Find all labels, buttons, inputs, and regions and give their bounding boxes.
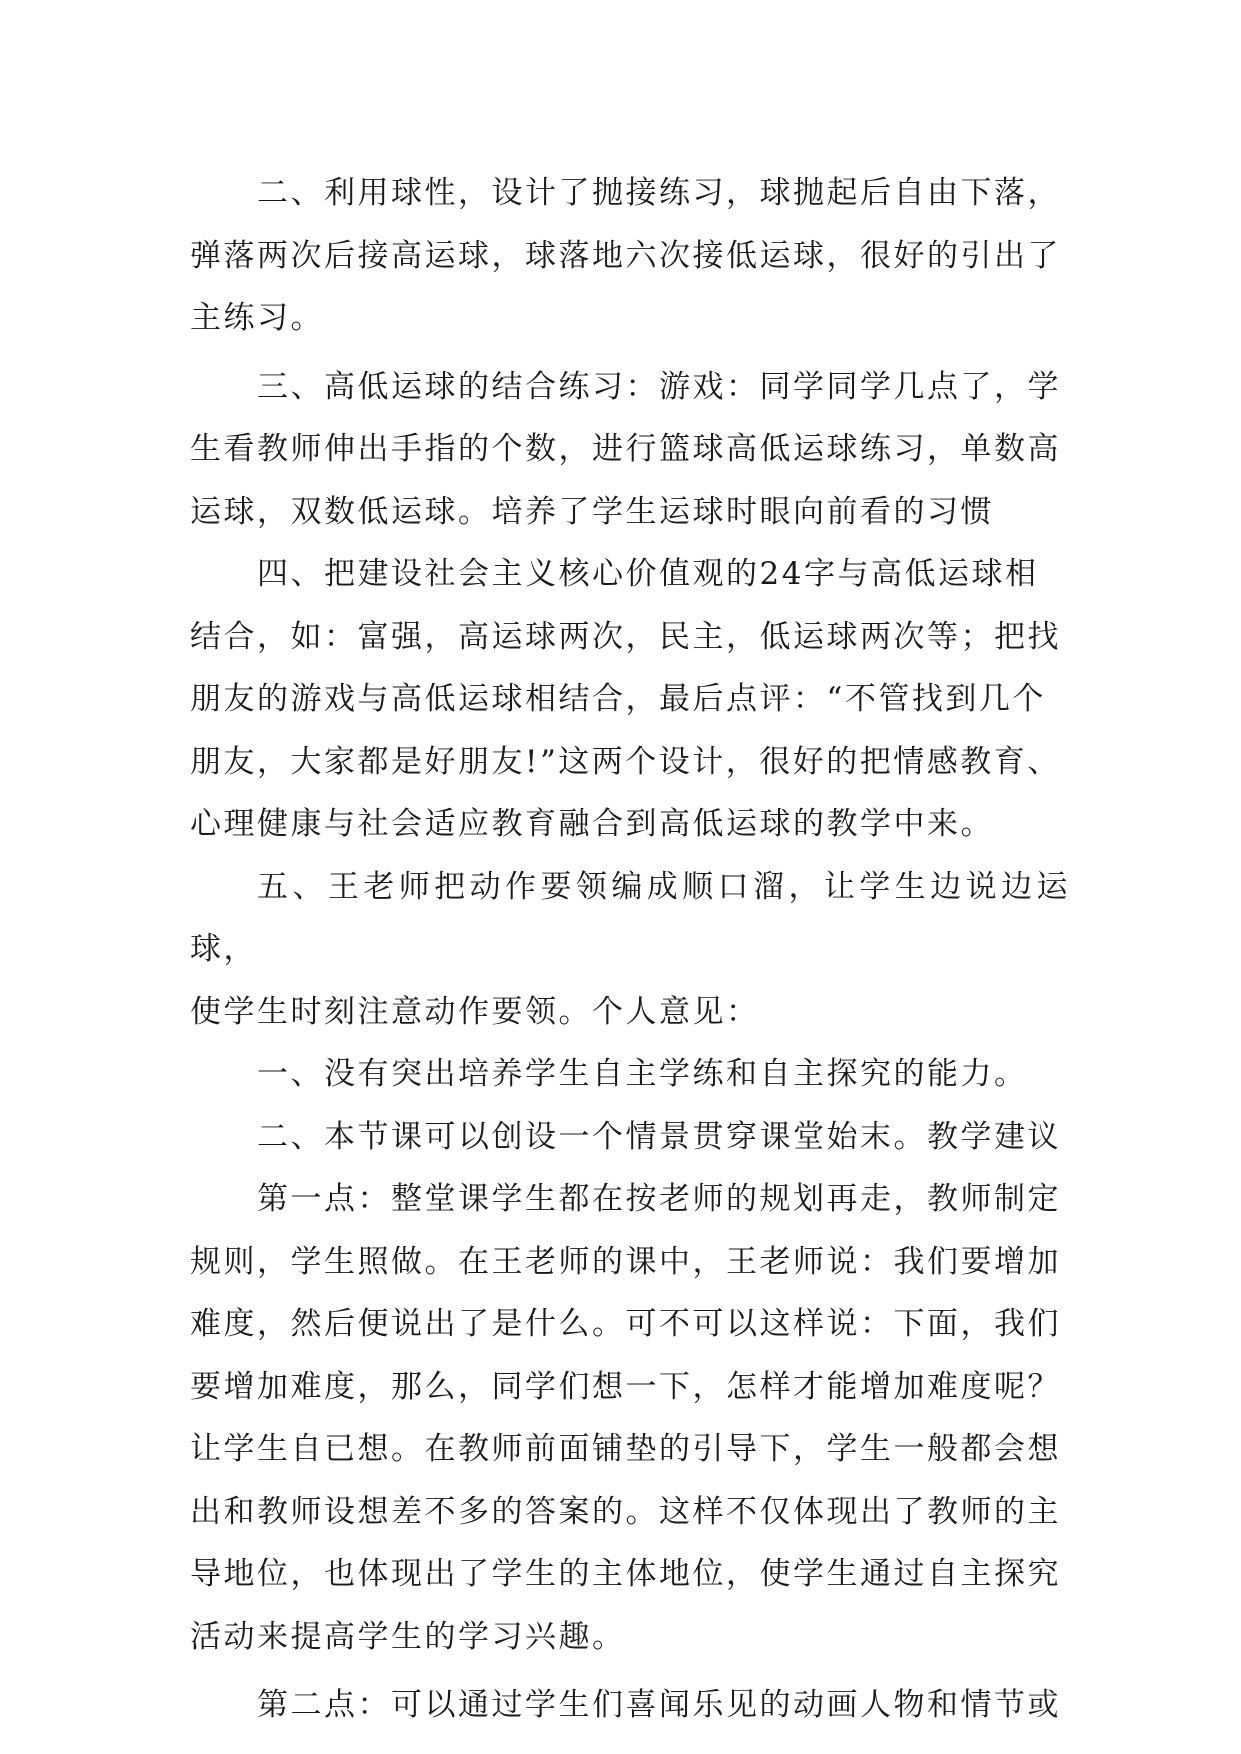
line: 一、没有突出培养学生自主学练和自主探究的能力。 (257, 1056, 1028, 1092)
line: 朋友的游戏与高低运球相结合，最后点评：“不管找到几个 (190, 681, 1046, 717)
paragraph-dribble-game (190, 356, 1070, 544)
line: 四、把建设社会主义核心价值观的24字与高低运球相 (257, 556, 1039, 592)
line: 二、利用球性，设计了抛接练习，球抛起后自由下落， (257, 175, 1061, 211)
line: 第一点：整堂课学生都在按老师的规划再走，教师制定 (257, 1181, 1061, 1217)
line: 主练习。 (190, 300, 324, 336)
paragraph-core-values (190, 543, 1070, 856)
line: 要增加难度，那么，同学们想一下，怎样才能增加难度呢？ (190, 1368, 1061, 1405)
line: 难度，然后便说出了是什么。可不可以这样说：下面，我们 (190, 1306, 1061, 1342)
paragraph-suggestion-two (190, 1674, 1070, 1737)
line: 使学生时刻注意动作要领。个人意见： (190, 993, 760, 1030)
line: 三、高低运球的结合练习：游戏：同学同学几点了，学 (257, 368, 1061, 405)
line: 五、王老师把动作要领编成顺口溜，让学生边说边运球， (190, 868, 1070, 967)
line: 二、本节课可以创设一个情景贯穿课堂始末。教学建议 (257, 1118, 1061, 1155)
line: 弹落两次后接高运球，球落地六次接低运球，很好的引出了 (190, 237, 1061, 274)
line: 第二点：可以通过学生们喜闻乐见的动画人物和情节或 (257, 1687, 1061, 1723)
line: 让学生自已想。在教师前面铺垫的引导下，学生一般都会想 (190, 1431, 1061, 1467)
document-page (190, 162, 1070, 1737)
line: 出和教师设想差不多的答案的。这样不仅体现出了教师的主 (190, 1493, 1061, 1530)
paragraph-opinion-two (190, 1106, 1070, 1169)
line: 导地位，也体现出了学生的主体地位，使学生通过自主探究 (190, 1556, 1061, 1592)
paragraph-opinion-one (190, 1043, 1070, 1106)
line: 心理健康与社会适应教育融合到高低运球的教学中来。 (190, 806, 994, 842)
line: 规则，学生照做。在王老师的课中，王老师说：我们要增加 (190, 1243, 1061, 1280)
paragraph-ball-skill-practice (190, 162, 1070, 350)
paragraph-suggestion-one (190, 1168, 1070, 1668)
line: 结合，如：富强，高运球两次，民主，低运球两次等；把找 (190, 618, 1061, 655)
line: 活动来提高学生的学习兴趣。 (190, 1618, 626, 1655)
paragraph-rhyme (190, 856, 1070, 1044)
line: 生看教师伸出手指的个数，进行篮球高低运球练习，单数高 (190, 431, 1061, 467)
line: 运球，双数低运球。培养了学生运球时眼向前看的习惯 (190, 493, 994, 530)
line: 朋友，大家都是好朋友!”这两个设计，很好的把情感教育、 (190, 743, 1061, 780)
